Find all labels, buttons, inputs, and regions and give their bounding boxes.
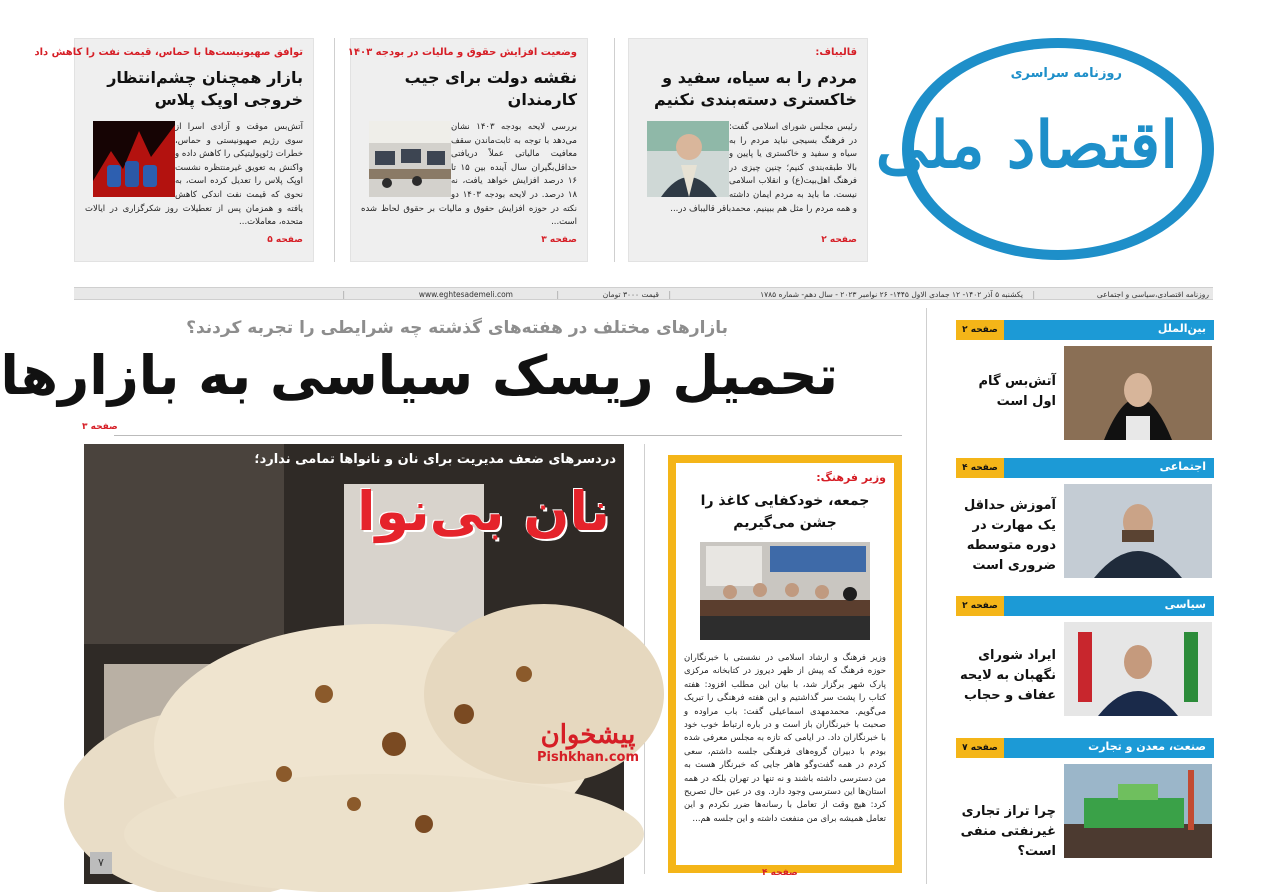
section-header-political[interactable]: [956, 596, 1214, 616]
section-name: سیاسی: [1164, 598, 1206, 611]
minister-story[interactable]: [668, 455, 902, 873]
speaker-photo: [647, 121, 729, 197]
office-photo: [369, 121, 451, 197]
teaser-kicker: وضعیت افزایش حقوق و مالیات در بودجه ۱۴۰۳: [347, 47, 577, 58]
teaser-body: رئیس مجلس شورای اسلامی گفت: در فرهنگ بسیجی نباید مردم را به سیاه و سفید و خاکستری یا پایین و بالا طبقه‌بندی کنیم؛ چنین چیزی در فرهنگ اهل‌بیت(ع) و انقلاب اسلامی نیست. ما باید به مردم ایمان داشته و همه مردم را مثل هم ببینیم. محمدباقر قالیباف در...: [670, 122, 857, 214]
section-header-industry[interactable]: [956, 738, 1214, 758]
teaser-oil[interactable]: [34, 38, 314, 262]
oil-barrels-photo: [93, 121, 175, 197]
teaser-headline: نقشه دولت برای جیب کارمندان: [404, 68, 577, 109]
section-headline[interactable]: ایراد شورای نگهبان به لایحه عفاف و حجاب: [960, 648, 1056, 703]
section-page[interactable]: صفحه ۴: [956, 458, 1004, 478]
paper-description: روزنامه اقتصادی،سیاسی و اجتماعی: [1096, 290, 1209, 299]
section-header-international[interactable]: [956, 320, 1214, 340]
section-name: بین‌الملل: [1157, 322, 1206, 335]
section-name: صنعت، معدن و تجارت: [1088, 740, 1206, 753]
teaser-kicker: قالیباف:: [815, 47, 857, 58]
teaser-headline: بازار همچنان چشم‌انتظار خروجی اوپک پلاس: [107, 68, 303, 109]
minister-headline: جمعه، خودکفایی کاغذ را جشن می‌گیریم: [700, 493, 870, 531]
lead-rule: [114, 435, 902, 436]
bread-photo[interactable]: [84, 444, 624, 884]
watermark-fa: پیشخوان: [540, 720, 636, 750]
info-bar: [74, 287, 1213, 300]
political-photo: [1064, 622, 1212, 716]
social-photo: [1064, 484, 1212, 578]
lead-page[interactable]: صفحه ۳: [82, 422, 118, 432]
issue-price: قیمت ۳۰۰۰ تومان: [602, 290, 659, 299]
bread-kicker: دردسرهای ضعف مدیریت برای نان و نانواها تمامی ندارد؛: [254, 452, 616, 467]
watermark: [518, 720, 658, 765]
separator: |: [342, 290, 345, 299]
section-headline[interactable]: چرا تراز تجاری غیرنفتی منفی است؟: [960, 804, 1056, 859]
issue-date: یکشنبه ۵ آذر ۱۴۰۲- ۱۲ جمادی الاول ۱۴۴۵- ۲۶ نوامبر ۲۰۲۳ - سال دهم- شماره ۱۷۸۵: [760, 290, 1023, 299]
teaser-page[interactable]: صفحه ۵: [267, 235, 303, 245]
minister-body: وزیر فرهنگ و ارشاد اسلامی در نشستی با خبرنگاران حوزه فرهنگ که پیش از ظهر دیروز در کتابخانه مرکزی پارک شهر برگزار شد، با بیان این مطلب افزود: هفته کتاب را پشت سر گذاشتیم و این هفته فرهنگی را تبریک می‌گویم. محمدمهدی اسماعیلی گفت: باب مراوده و صحبت با خبرنگاران باز است و در باره ارتباط خوب خود با خبرنگاران داد. در ایامی که تازه به مجلس معرفی شده بودم با دبیران گروه‌های فرهنگی جلسه داشتم، سعی کردم در همه گفت‌وگو هاهر جایی که خبرنگار هست به من دسترسی داشته باشند و نه تنها در تهران بلکه در همه استان‌ها این دسترسی وجود دارد. وی در عین حال تصریح کرد: هیچ وقت از تعامل با رسانه‌ها ضرر نکردم و این تعامل همیشه برای من منفعت داشته و این جلسه هم...: [684, 653, 886, 824]
teaser-page[interactable]: صفحه ۲: [821, 235, 857, 245]
photo-number-badge: ۷: [90, 852, 112, 874]
teaser-kicker: توافق صهیونیست‌ها با حماس، قیمت نفت را کاهش داد: [34, 47, 303, 58]
section-page[interactable]: صفحه ۷: [956, 738, 1004, 758]
teaser-body: آتش‌بس موقت و آزادی اسرا از سوی رژیم صهیونیستی و حماس، خطرات ژئوپولیتیکی را کاهش داده و واکنش به تعویق غیرمنتظره نشست اوپک پلاس را تعدیل کرده است، به نحوی که قیمت نفت اندکی کاهش یافته و همزمان پس از تعطیلات روز شکرگزاری در ایالات متحده، معاملات...: [85, 122, 303, 228]
watermark-en: Pishkhan.com: [536, 750, 640, 765]
bread-title: نان بی‌نوا: [357, 480, 610, 543]
column-divider: [614, 38, 615, 262]
teaser-qalibaf[interactable]: [628, 38, 868, 262]
separator: |: [1032, 290, 1035, 299]
masthead-name: اقتصاد ملی: [875, 108, 1178, 183]
masthead-logo: [875, 38, 1214, 260]
teaser-body: بررسی لایحه بودجه ۱۴۰۳ نشان می‌دهد با توجه به ثابت‌ماندن سقف معافیت مالیاتی عملاً دریافتی حداقل‌بگیران سال آینده بین ۱۵ تا ۱۶ درصد افزایش خواهد یافت، نه ۱۸ درصد. در لایحه بودجه ۱۴۰۳ دو نکته در حوزه افزایش حقوق و مالیات بر حقوق لحاظ شده است...: [361, 122, 578, 228]
masthead-tagline: روزنامه سراسری: [1010, 66, 1122, 81]
section-page[interactable]: صفحه ۲: [956, 596, 1004, 616]
separator: |: [556, 290, 559, 299]
website-link[interactable]: www.eghtesademeli.com: [418, 290, 513, 299]
minister-kicker: وزیر فرهنگ:: [816, 471, 886, 484]
teaser-headline: مردم را به سیاه، سفید و خاکستری دسته‌بندی نکنیم: [654, 68, 857, 109]
section-page[interactable]: صفحه ۲: [956, 320, 1004, 340]
section-name: اجتماعی: [1159, 460, 1206, 473]
industry-photo: [1064, 764, 1212, 858]
section-headline[interactable]: آموزش حداقل یک مهارت در دوره متوسطه ضروری است: [963, 498, 1056, 573]
teaser-page[interactable]: صفحه ۳: [541, 235, 577, 245]
international-photo: [1064, 346, 1212, 440]
press-conference-photo: [700, 542, 870, 640]
teaser-budget[interactable]: [347, 38, 588, 262]
section-header-social[interactable]: [956, 458, 1214, 478]
column-divider: [926, 308, 927, 884]
column-divider: [334, 38, 335, 262]
minister-page[interactable]: صفحه ۴: [762, 868, 798, 878]
lead-title[interactable]: تحمیل ریسک سیاسی به بازارها: [0, 344, 838, 407]
section-headline[interactable]: آتش‌بس گام اول است: [978, 374, 1056, 409]
lead-subtitle: بازارهای مختلف در هفته‌های گذشته چه شرایطی را تجربه کردند؟: [186, 318, 728, 338]
separator: |: [668, 290, 671, 299]
